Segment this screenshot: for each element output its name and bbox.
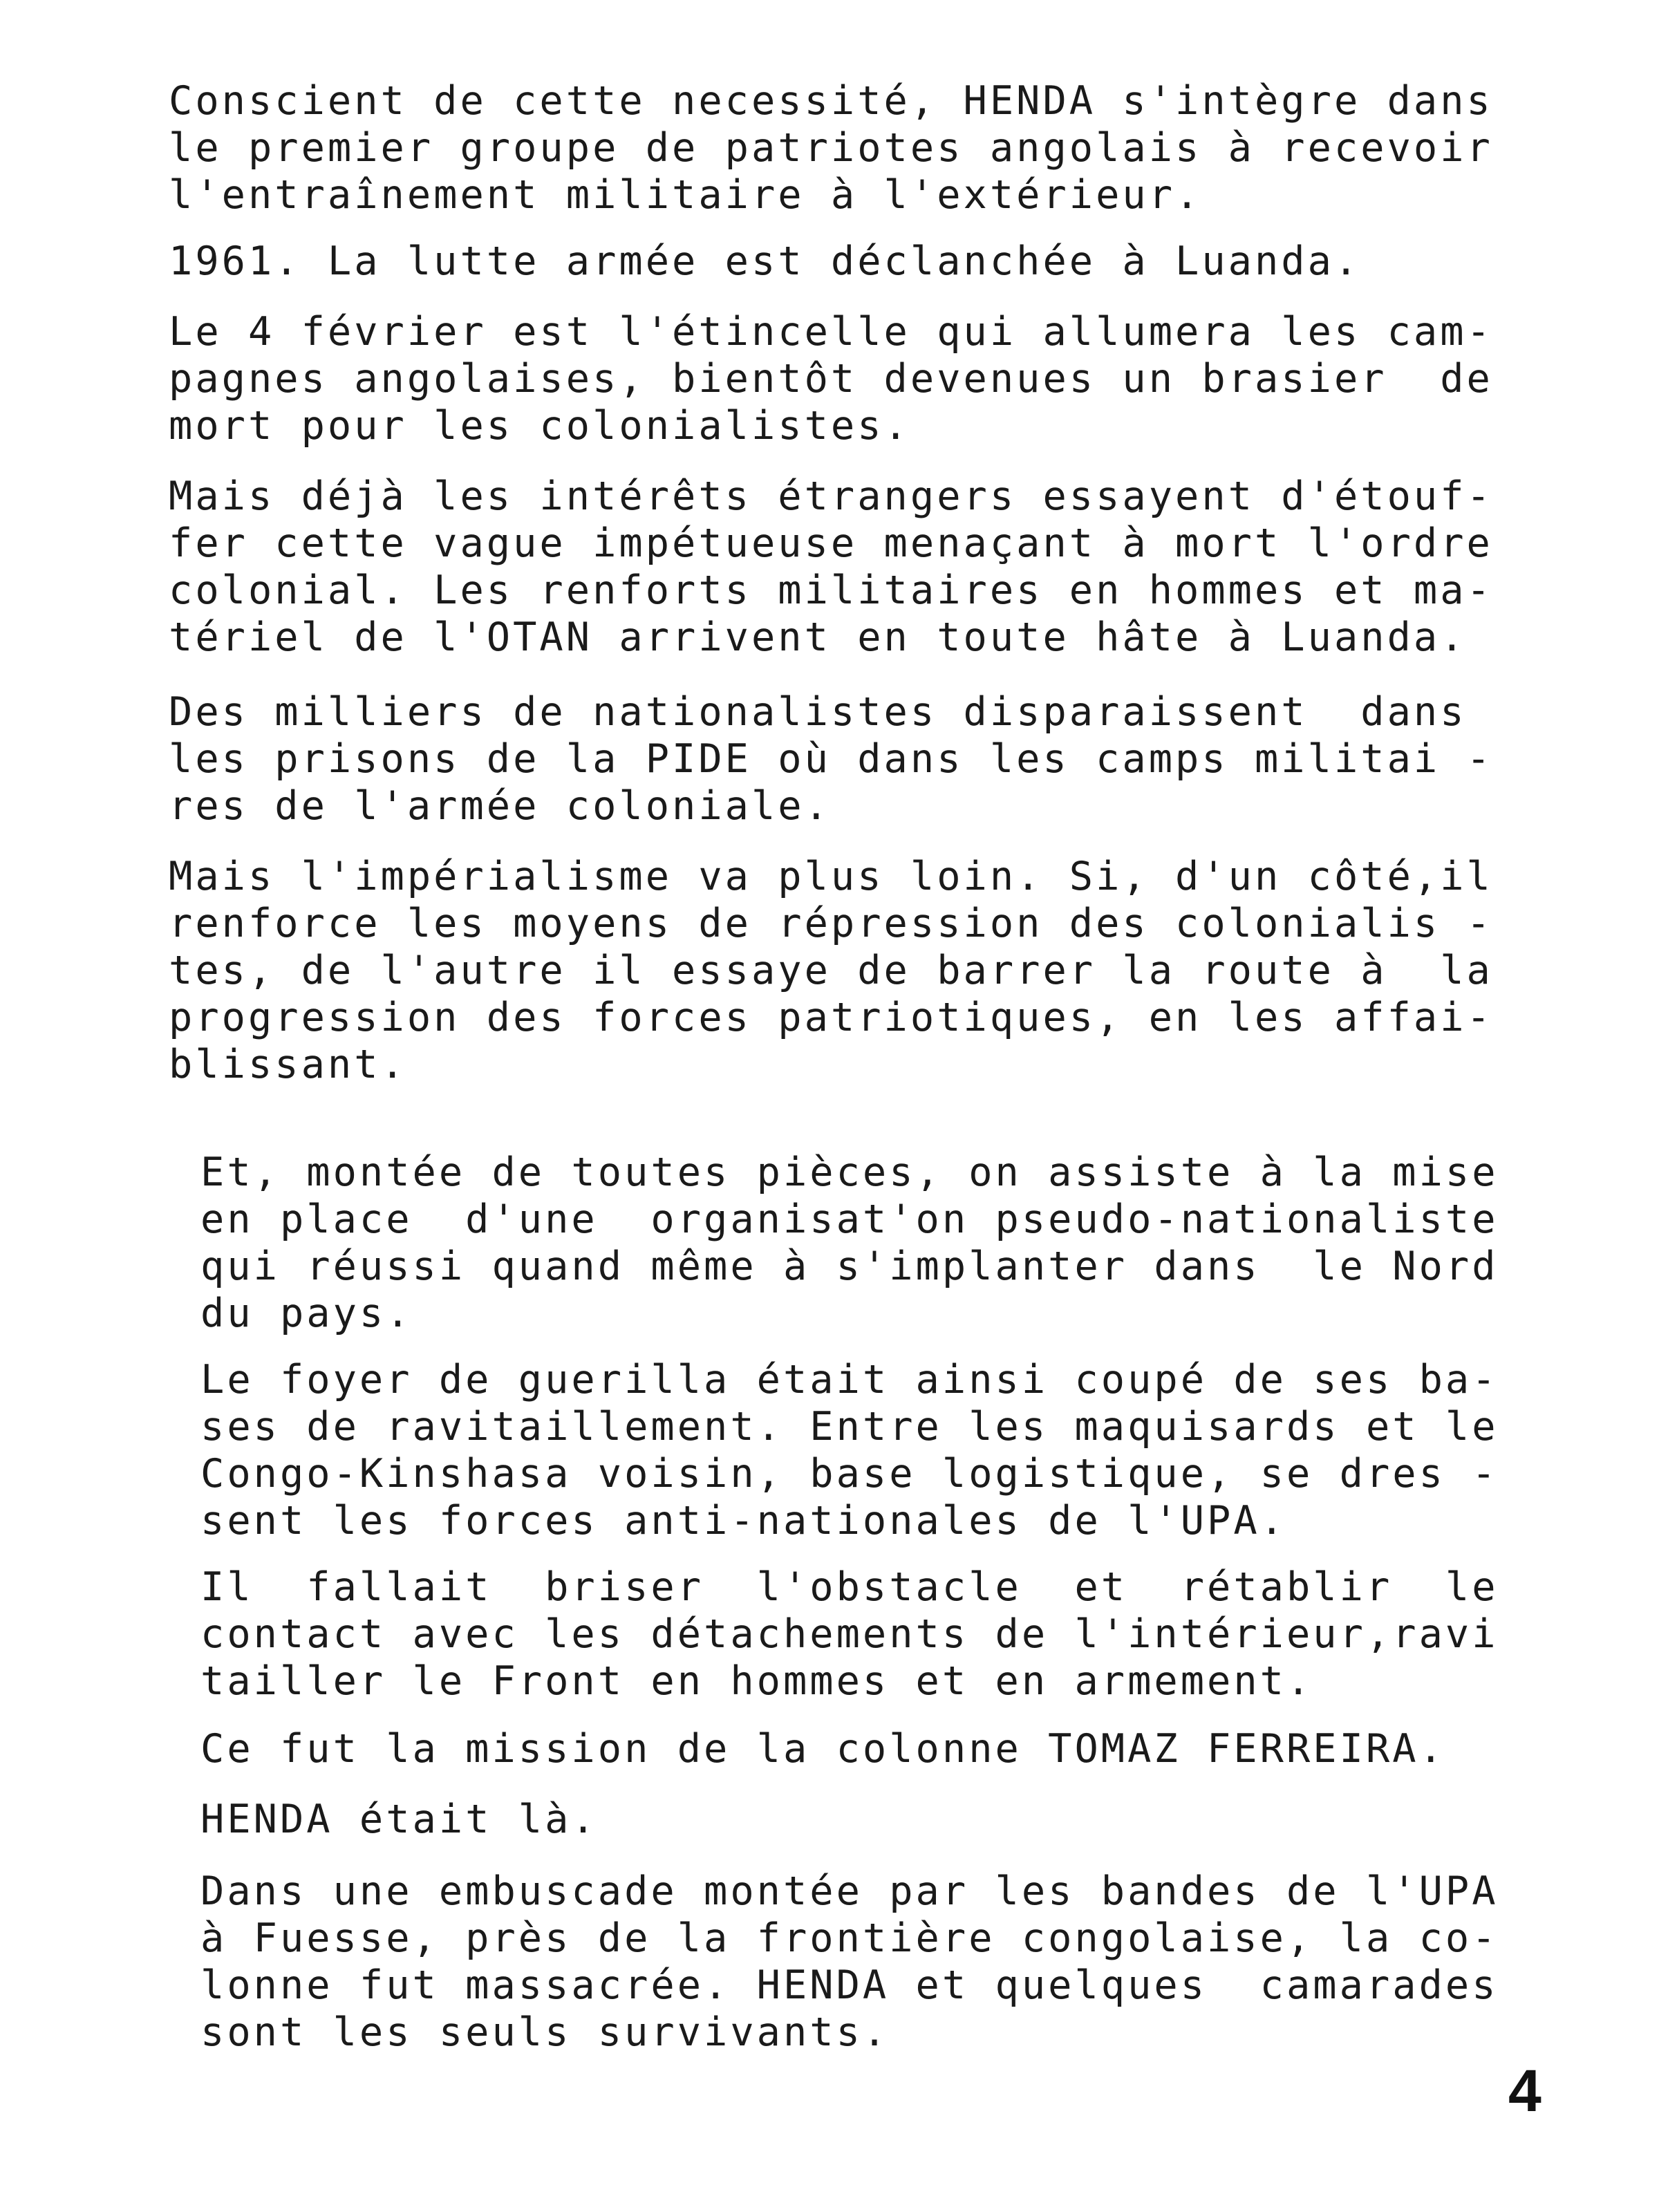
- text-line: colonial. Les renforts militaires en hommes et ma-: [169, 568, 1493, 613]
- paragraph-fallait-briser: [200, 1564, 1558, 1705]
- paragraph-milliers: [169, 688, 1558, 830]
- text-line: Le 4 février est l'étincelle qui allumera les cam-: [169, 309, 1493, 355]
- text-line: du pays.: [200, 1291, 413, 1336]
- text-line: Mais l'impérialisme va plus loin. Si, d'un côté,il: [169, 854, 1493, 899]
- text-line: Dans une embuscade montée par les bandes de l'UPA: [200, 1868, 1499, 1914]
- text-line: 1961. La lutte armée est déclanchée à Luanda.: [169, 238, 1361, 284]
- text-line: Et, montée de toutes pièces, on assiste à la mise: [200, 1150, 1499, 1195]
- paragraph-embuscade: [200, 1868, 1558, 2056]
- text-line: sont les seuls survivants.: [200, 2009, 890, 2055]
- text-line: blissant.: [169, 1042, 407, 1087]
- text-line: lonne fut massacrée. HENDA et quelques camarades: [200, 1962, 1499, 2008]
- text-line: renforce les moyens de répression des colonialis -: [169, 901, 1493, 946]
- text-line: Des milliers de nationalistes disparaissent dans: [169, 689, 1467, 735]
- paragraph-imperialisme: [169, 853, 1558, 1088]
- text-line: ses de ravitaillement. Entre les maquisards et le: [200, 1404, 1499, 1450]
- paragraph-interets-etrangers: [169, 473, 1558, 661]
- text-line: HENDA était là.: [200, 1797, 598, 1842]
- text-line: sent les forces anti-nationales de l'UPA.: [200, 1498, 1286, 1544]
- text-line: Il fallait briser l'obstacle et rétablir le: [200, 1564, 1499, 1610]
- text-line: Le foyer de guerilla était ainsi coupé de ses ba-: [200, 1357, 1499, 1403]
- page-number: 4: [1508, 2058, 1541, 2124]
- paragraph-4-fevrier: [169, 308, 1558, 449]
- text-line: les prisons de la PIDE où dans les camps militai -: [169, 736, 1493, 782]
- paragraph-mission-colonne: [200, 1725, 1558, 1772]
- text-line: Mais déjà les intérêts étrangers essayent d'étouf-: [169, 474, 1493, 519]
- paragraph-conscient: [169, 77, 1558, 218]
- text-line: progression des forces patriotiques, en les affai-: [169, 995, 1493, 1040]
- text-line: Congo-Kinshasa voisin, base logistique, se dres -: [200, 1451, 1499, 1497]
- text-line: l'entraînement militaire à l'extérieur.: [169, 172, 1202, 218]
- text-line: res de l'armée coloniale.: [169, 783, 831, 829]
- text-line: tériel de l'OTAN arrivent en toute hâte à Luanda.: [169, 615, 1467, 660]
- text-line: tes, de l'autre il essaye de barrer la route à la: [169, 948, 1493, 993]
- text-line: qui réussi quand même à s'implanter dans le Nord: [200, 1244, 1499, 1289]
- text-line: pagnes angolaises, bientôt devenues un brasier de: [169, 356, 1493, 402]
- text-line: à Fuesse, près de la frontière congolaise, la co-: [200, 1915, 1499, 1961]
- text-line: Ce fut la mission de la colonne TOMAZ FERREIRA.: [200, 1726, 1445, 1772]
- paragraph-foyer-guerilla: [200, 1356, 1558, 1544]
- text-line: mort pour les colonialistes.: [169, 403, 910, 449]
- text-line: fer cette vague impétueuse menaçant à mort l'ordre: [169, 521, 1493, 566]
- text-line: Conscient de cette necessité, HENDA s'intègre dans: [169, 78, 1493, 124]
- paragraph-montee: [200, 1149, 1558, 1337]
- paragraph-henda-la: [200, 1796, 1558, 1843]
- text-line: contact avec les détachements de l'intérieur,ravi: [200, 1611, 1499, 1657]
- text-line: en place d'une organisat'on pseudo-nationaliste: [200, 1197, 1499, 1242]
- text-line: tailler le Front en hommes et en armement.: [200, 1658, 1313, 1704]
- paragraph-1961: [169, 238, 1558, 285]
- text-line: le premier groupe de patriotes angolais à recevoir: [169, 125, 1493, 171]
